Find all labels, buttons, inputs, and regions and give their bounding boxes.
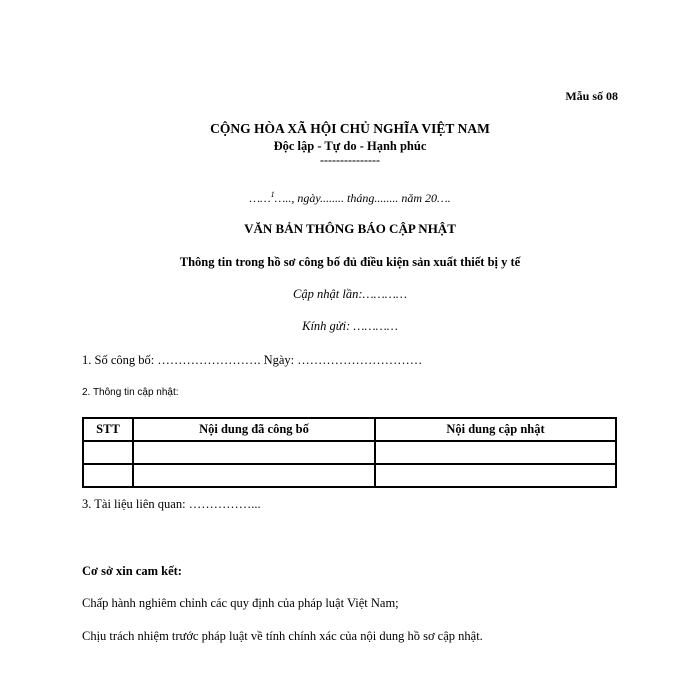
document-subtitle: Thông tin trong hồ sơ công bố đủ điều kiện sản xuất thiết bị y tế xyxy=(179,255,521,269)
table-cell xyxy=(375,464,616,487)
commitment-heading: Cơ sở xin cam kết: xyxy=(82,564,182,578)
update-times-line: Cập nhật lần:………… xyxy=(293,287,407,301)
table-cell xyxy=(133,441,375,464)
item-related-documents: 3. Tài liệu liên quan: ……………... xyxy=(82,497,261,511)
table-row xyxy=(83,464,616,487)
header-updated-content: Nội dung cập nhật xyxy=(375,418,616,441)
item-update-info: 2. Thông tin cập nhật: xyxy=(82,387,179,398)
header-announced-content: Nội dung đã công bố xyxy=(133,418,375,441)
update-table xyxy=(82,417,617,488)
nation-title: CỘNG HÒA XÃ HỘI CHỦ NGHĨA VIỆT NAM xyxy=(210,121,490,136)
document-title: VĂN BẢN THÔNG BÁO CẬP NHẬT xyxy=(244,221,456,236)
commitment-line-1: Chấp hành nghiêm chỉnh các quy định của pháp luật Việt Nam; xyxy=(82,596,399,610)
table-cell xyxy=(83,441,133,464)
header-separator: --------------- xyxy=(320,153,380,167)
place-date-rest: ….., ngày........ tháng........ năm 20…. xyxy=(274,191,451,205)
table-cell xyxy=(83,464,133,487)
form-number: Mẫu số 08 xyxy=(565,89,618,103)
recipient-line: Kính gửi: ………… xyxy=(302,319,398,333)
motto: Độc lập - Tự do - Hạnh phúc xyxy=(273,139,427,153)
table-cell xyxy=(375,441,616,464)
header-stt: STT xyxy=(83,418,133,441)
commitment-line-2: Chịu trách nhiệm trước pháp luật về tính chính xác của nội dung hồ sơ cập nhật. xyxy=(82,629,483,643)
table-row xyxy=(83,441,616,464)
table-header-row xyxy=(83,418,616,441)
place-date-footnote: 1 xyxy=(270,190,275,199)
item-announcement-number: 1. Số công bố: ……………………. Ngày: ………………………… xyxy=(82,353,423,367)
place-date-prefix: …… xyxy=(249,191,271,205)
place-date-line xyxy=(0,190,700,206)
table-cell xyxy=(133,464,375,487)
